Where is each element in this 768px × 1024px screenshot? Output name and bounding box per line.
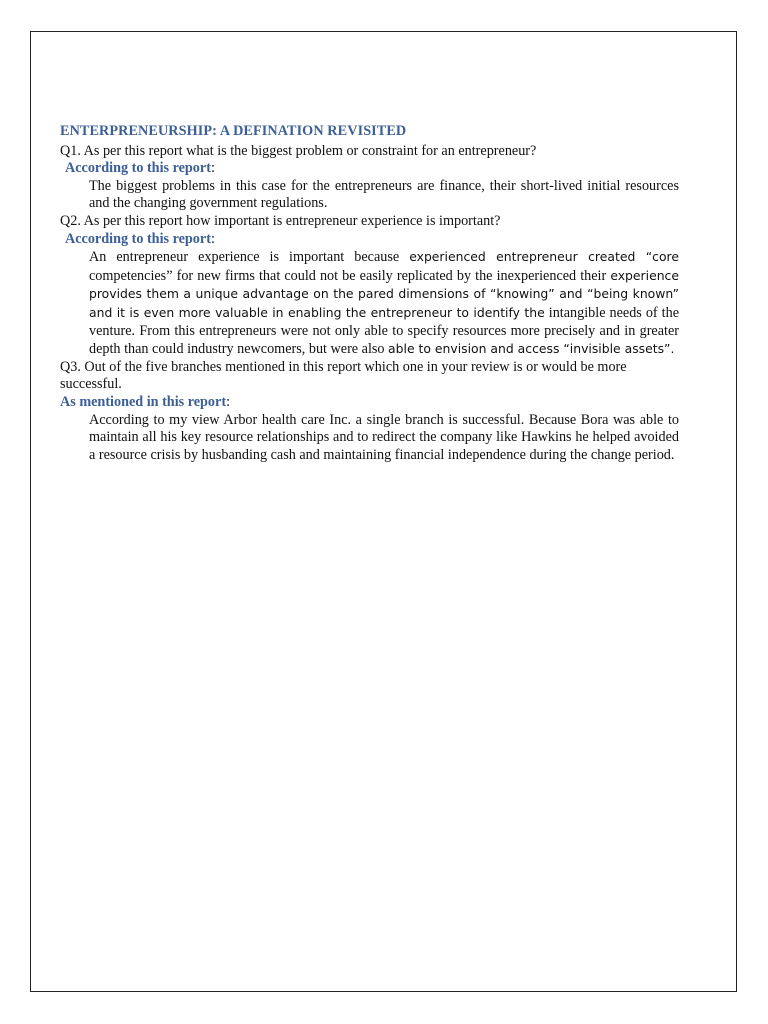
answer-1-label-colon: : — [210, 160, 215, 177]
answer-2-part-2: experienced entrepreneur created “core — [409, 249, 679, 265]
answer-1-label-text: According to this report — [65, 160, 211, 177]
answer-3-label-text: As mentioned in this report — [60, 393, 227, 410]
answer-2-part-5: intangible needs of the venture. From this entrepreneurs were not only able to specify resources more precisely and in greater depth than could industry newcomers, but were also — [89, 304, 679, 358]
answer-2-part-4: experience provides them a unique advantage on the pared dimensions of “knowing” and “being known” and it is even more valuable in enabling the entrepreneur to identify the — [89, 267, 679, 320]
answer-3: According to my view Arbor health care Inc. a single branch is successful. Because Bora was able to maintain all his key resource relationships and to redirect the company like Hawkins he helped avoided a resource crisis by husbanding cash and maintaining financial independence during the change period. — [89, 411, 679, 463]
answer-3-label — [60, 394, 679, 412]
answer-1-label — [60, 160, 679, 178]
answer-2-label — [60, 231, 679, 249]
answer-3-label-colon: : — [226, 393, 231, 410]
answer-2-part-6: able to envision and access “invisible assets”. — [388, 341, 675, 357]
document-title: ENTERPRENEURSHIP: A DEFINATION REVISITED — [60, 123, 407, 139]
answer-2-part-1: An entrepreneur experience is important because — [89, 249, 410, 266]
question-1: Q1. As per this report what is the biggest problem or constraint for an entrepreneur? — [60, 142, 537, 159]
question-3: Q3. Out of the five branches mentioned in this report which one in your review is or would be more successful. — [60, 358, 627, 393]
answer-2-label-colon: : — [210, 230, 215, 247]
question-2: Q2. As per this report how important is entrepreneur experience is important? — [60, 212, 501, 229]
answer-2-part-3: competencies” for new firms that could not be easily replicated by the inexperienced their — [89, 267, 611, 284]
answer-2 — [89, 248, 679, 359]
answer-2-label-text: According to this report — [65, 230, 211, 247]
answer-1: The biggest problems in this case for the entrepreneurs are finance, their short-lived initial resources and the changing government regulations. — [89, 177, 679, 212]
document-content — [60, 123, 679, 464]
